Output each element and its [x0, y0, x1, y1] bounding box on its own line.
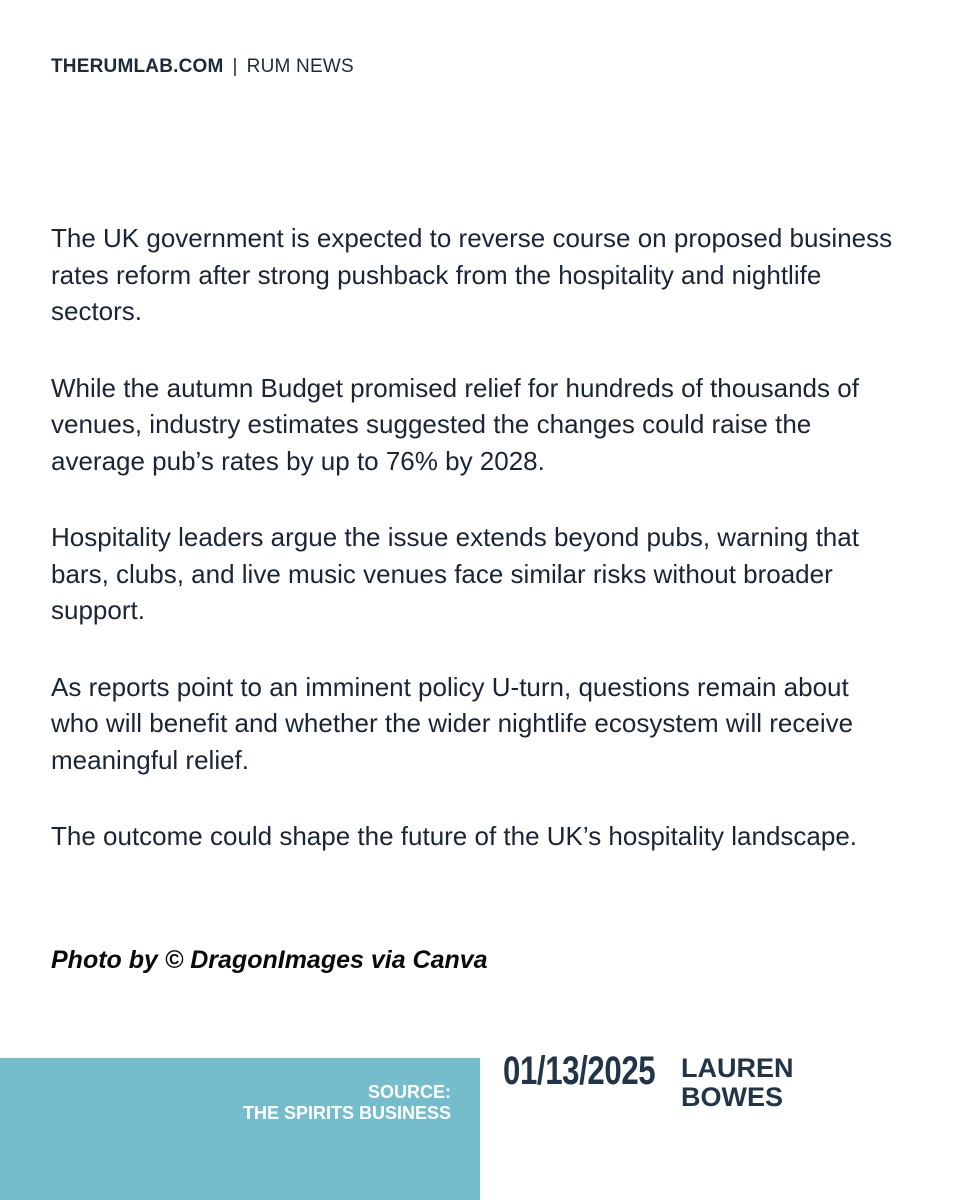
site-header	[51, 56, 354, 78]
author-first-name: LAUREN	[681, 1053, 794, 1083]
header-separator: |	[232, 56, 238, 77]
article-body	[51, 220, 901, 895]
source-label: SOURCE:	[367, 1082, 451, 1102]
article-paragraph: While the autumn Budget promised relief for hundreds of thousands of venues, industry estimates suggested the changes could raise the average pub’s rates by up to 76% by 2028.	[51, 372, 859, 476]
article-paragraph: The UK government is expected to reverse course on proposed business rates reform after strong pushback from the hospitality and nightlife sectors.	[51, 223, 893, 326]
section-label: RUM NEWS	[246, 56, 354, 77]
source-text	[243, 1082, 451, 1124]
author-name	[681, 1054, 794, 1112]
author-last-name: BOWES	[681, 1082, 784, 1112]
article-paragraph: As reports point to an imminent policy U-turn, questions remain about who will benefit and whether the wider nightlife ecosystem will receive meaningful relief.	[51, 671, 854, 775]
source-name: THE SPIRITS BUSINESS	[242, 1103, 451, 1123]
site-brand: THERUMLAB.COM	[51, 56, 224, 77]
article-paragraph: The outcome could shape the future of the UK’s hospitality landscape.	[51, 821, 858, 851]
source-box	[0, 1058, 480, 1200]
photo-credit: Photo by © DragonImages via Canva	[51, 946, 488, 974]
publish-date: 01/13/2025	[503, 1049, 656, 1093]
article-paragraph: Hospitality leaders argue the issue extends beyond pubs, warning that bars, clubs, and live music venues face similar risks without broader support.	[51, 522, 859, 625]
